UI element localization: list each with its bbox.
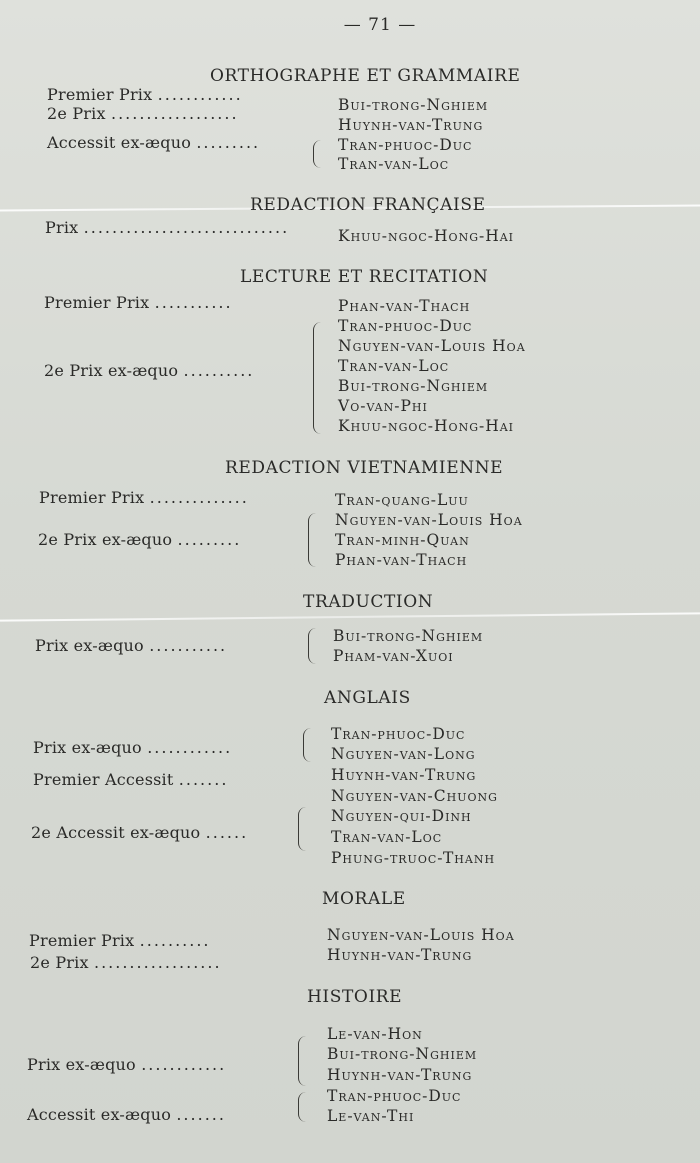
laureate-name: Tran-quang-Luu — [335, 491, 469, 509]
laureate-name: Le-van-Thi — [327, 1107, 415, 1125]
laureate-name: Tran-van-Loc — [338, 155, 450, 173]
laureate-name: Nguyen-van-Louis Hoa — [338, 337, 526, 355]
section-title: REDACTION VIETNAMIENNE — [225, 458, 504, 478]
laureate-name: Huynh-van-Trung — [327, 1066, 473, 1084]
laureate-name: Tran-phuoc-Duc — [338, 317, 473, 335]
laureate-name: Bui-trong-Nghiem — [338, 377, 489, 395]
award-label: Premier Accessit ....... — [33, 770, 229, 789]
laureate-name: Phung-truoc-Thanh — [331, 849, 496, 867]
section-title: MORALE — [322, 889, 406, 909]
laureate-name: Huynh-van-Trung — [327, 946, 473, 964]
laureate-name: Bui-trong-Nghiem — [338, 96, 489, 114]
award-label: Accessit ex-æquo ....... — [27, 1105, 226, 1124]
brace — [308, 628, 317, 664]
award-label: 2e Accessit ex-æquo ...... — [31, 823, 249, 842]
section-title: HISTOIRE — [307, 987, 403, 1007]
laureate-name: Tran-phuoc-Duc — [331, 725, 466, 743]
laureate-name: Le-van-Hon — [327, 1025, 423, 1043]
laureate-name: Tran-van-Loc — [338, 357, 450, 375]
laureate-name: Phan-van-Thach — [335, 551, 468, 569]
laureate-name: Khuu-ngoc-Hong-Hai — [338, 417, 515, 435]
section-title: ANGLAIS — [324, 688, 411, 708]
award-label: Premier Prix .......... — [29, 931, 211, 950]
award-label: Premier Prix ........... — [44, 293, 233, 312]
brace — [298, 807, 307, 851]
section-title: ORTHOGRAPHE ET GRAMMAIRE — [210, 66, 521, 86]
brace — [303, 728, 312, 762]
laureate-name: Huynh-van-Trung — [338, 116, 484, 134]
section-title: REDACTION FRANÇAISE — [250, 195, 486, 215]
award-label: 2e Prix .................. — [47, 104, 239, 123]
page-number: — 71 — — [343, 15, 417, 35]
award-label: Prix ex-æquo ............ — [33, 738, 233, 757]
brace — [313, 322, 322, 434]
laureate-name: Tran-phuoc-Duc — [338, 136, 473, 154]
laureate-name: Bui-trong-Nghiem — [327, 1045, 478, 1063]
award-label: 2e Prix ex-æquo .......... — [44, 361, 255, 380]
brace — [308, 513, 317, 567]
award-label: Prix ............................. — [45, 218, 290, 237]
section-title: TRADUCTION — [303, 592, 434, 612]
laureate-name: Nguyen-van-Chuong — [331, 787, 498, 805]
award-label: 2e Prix .................. — [30, 953, 222, 972]
laureate-name: Phan-van-Thach — [338, 297, 471, 315]
paper-fold — [0, 612, 700, 621]
laureate-name: Bui-trong-Nghiem — [333, 627, 484, 645]
brace — [313, 140, 322, 168]
award-label: Premier Prix .............. — [39, 488, 249, 507]
award-label: Prix ex-æquo ............ — [27, 1055, 227, 1074]
section-title: LECTURE ET RECITATION — [240, 267, 489, 287]
laureate-name: Tran-phuoc-Duc — [327, 1087, 462, 1105]
laureate-name: Nguyen-van-Louis Hoa — [327, 926, 515, 944]
laureate-name: Vo-van-Phi — [338, 397, 428, 415]
laureate-name: Tran-van-Loc — [331, 828, 443, 846]
laureate-name: Tran-minh-Quan — [335, 531, 470, 549]
laureate-name: Nguyen-van-Long — [331, 745, 476, 763]
brace — [298, 1092, 307, 1122]
laureate-name: Huynh-van-Trung — [331, 766, 477, 784]
laureate-name: Pham-van-Xuoi — [333, 647, 454, 665]
laureate-name: Nguyen-van-Louis Hoa — [335, 511, 523, 529]
laureate-name: Nguyen-qui-Dinh — [331, 807, 472, 825]
award-label: 2e Prix ex-æquo ......... — [38, 530, 242, 549]
award-label: Premier Prix ............ — [47, 85, 243, 104]
award-label: Accessit ex-æquo ......... — [47, 133, 261, 152]
brace — [298, 1036, 307, 1086]
laureate-name: Khuu-ngoc-Hong-Hai — [338, 227, 515, 245]
award-label: Prix ex-æquo ........... — [35, 636, 228, 655]
